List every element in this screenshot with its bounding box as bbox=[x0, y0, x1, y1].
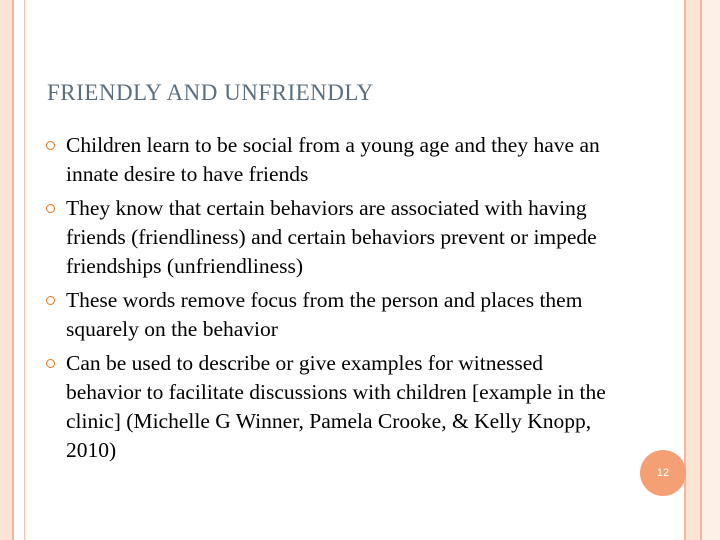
bullet-text: Can be used to describe or give examples for witnessed behavior to facilitate discussions with children [example in the clinic] (Michelle G Winner, Pamela Crooke, & Kelly Knopp, 2010) bbox=[66, 351, 606, 462]
bullet-list bbox=[45, 131, 620, 470]
left-border-line bbox=[12, 0, 14, 540]
left-border-band bbox=[0, 0, 12, 540]
circle-bullet-icon bbox=[46, 296, 55, 305]
bullet-text: They know that certain behaviors are associated with having friends (friendliness) and certain behaviors prevent or impede friendships (unfriendliness) bbox=[66, 196, 597, 278]
circle-bullet-icon bbox=[46, 359, 55, 368]
right-border-edge bbox=[702, 0, 720, 540]
page-number-badge bbox=[640, 450, 686, 496]
bullet-text: These words remove focus from the person and places them squarely on the behavior bbox=[66, 288, 583, 341]
bullet-item bbox=[45, 349, 620, 465]
left-border-inner-line bbox=[24, 0, 25, 540]
bullet-item bbox=[45, 194, 620, 281]
bullet-item bbox=[45, 131, 620, 189]
circle-bullet-icon bbox=[46, 141, 55, 150]
bullet-text: Children learn to be social from a young age and they have an innate desire to have friends bbox=[66, 133, 600, 186]
right-border-band bbox=[686, 0, 700, 540]
bullet-item bbox=[45, 286, 620, 344]
page-number: 12 bbox=[656, 467, 670, 479]
circle-bullet-icon bbox=[46, 204, 55, 213]
slide-title: FRIENDLY AND UNFRIENDLY bbox=[47, 80, 374, 105]
